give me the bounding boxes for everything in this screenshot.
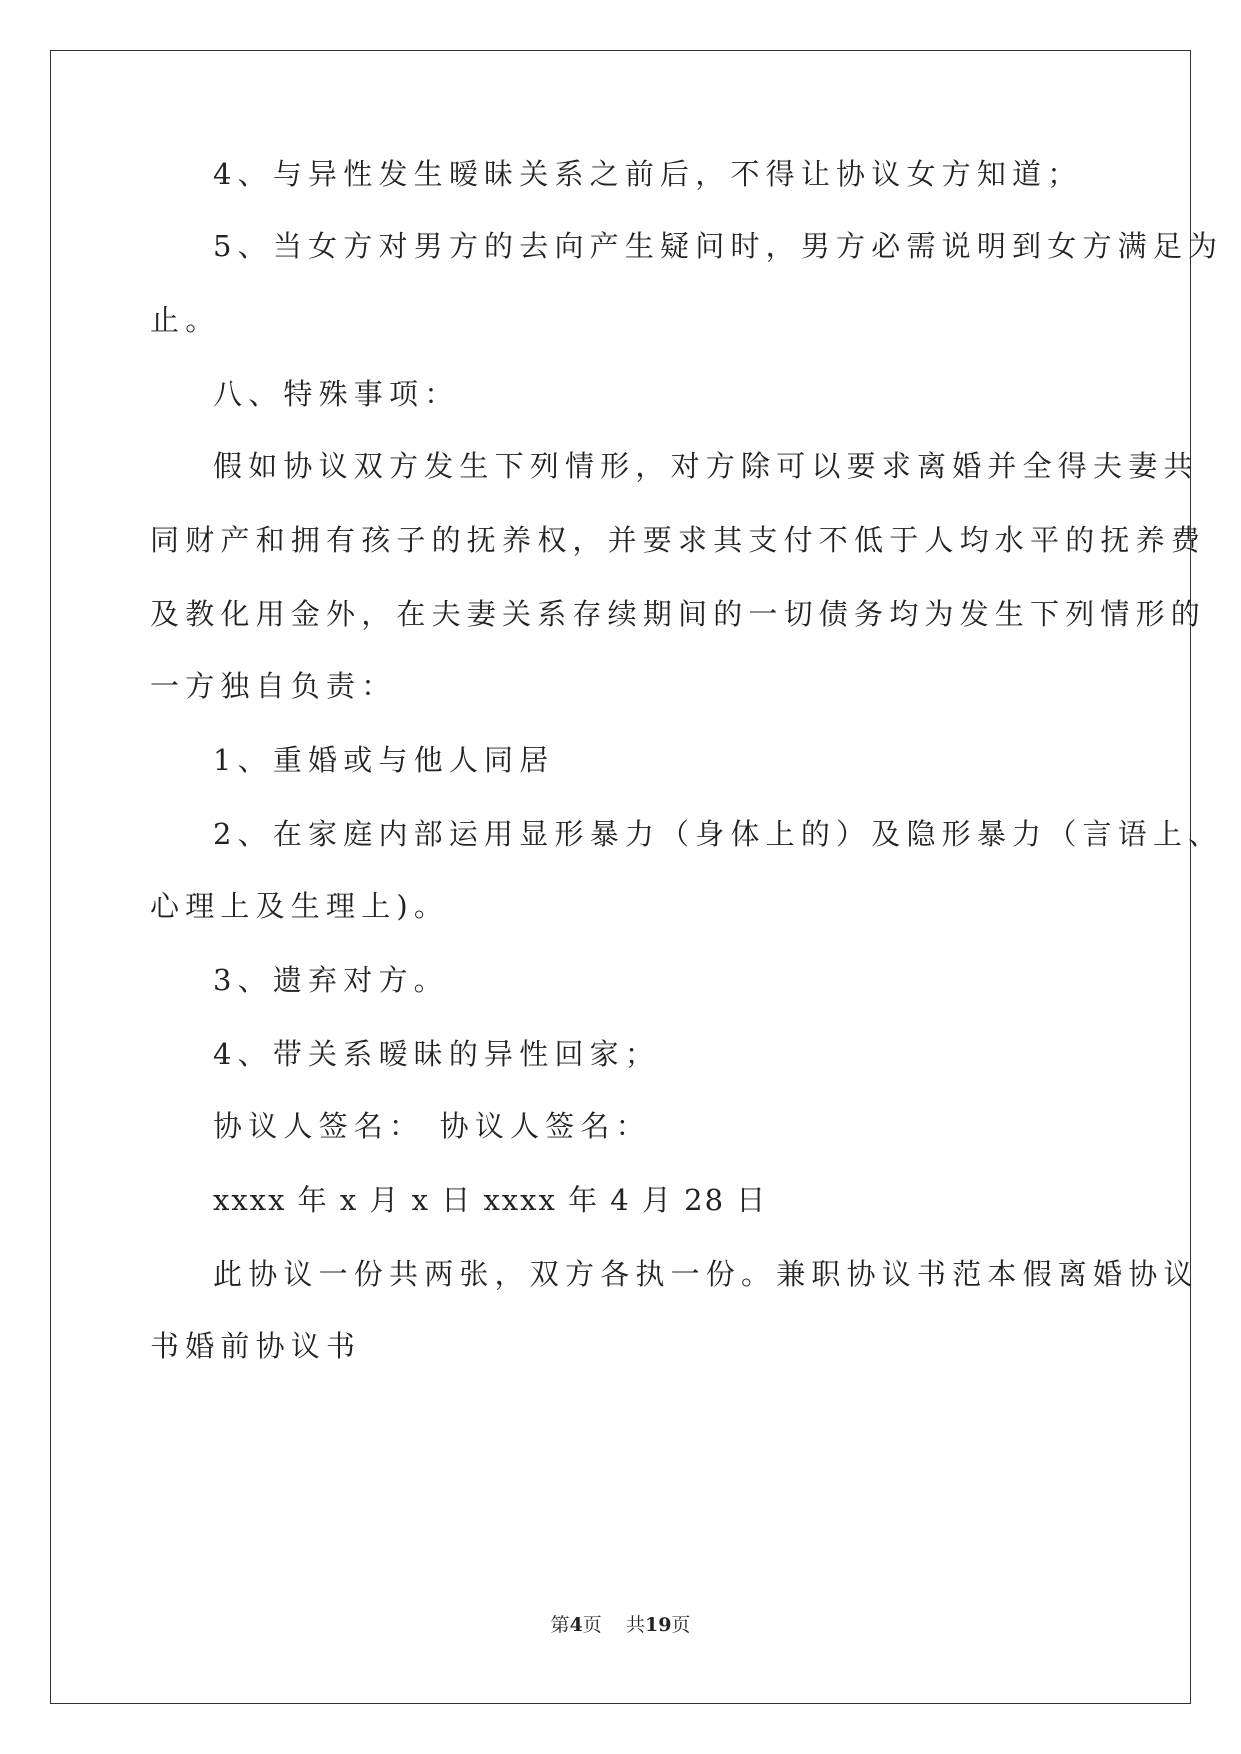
clause-line: 3、遗弃对方。 xyxy=(213,963,449,997)
paragraph-line: 假如协议双方发生下列情形，对方除可以要求离婚并全得夫妻共 xyxy=(213,449,1199,483)
clause-line: 5、当女方对男方的去向产生疑问时，男方必需说明到女方满足为 xyxy=(213,229,1224,263)
clause-line: 心理上及生理上)。 xyxy=(150,889,450,923)
page-footer xyxy=(0,1612,1241,1638)
paragraph-line: 一方独自负责： xyxy=(150,669,397,703)
footer-prefix: 第 xyxy=(550,1614,570,1636)
paragraph-line: 此协议一份共两张，双方各执一份。兼职协议书范本假离婚协议 xyxy=(213,1257,1199,1291)
paragraph-line: 及教化用金外，在夫妻关系存续期间的一切债务均为发生下列情形的 xyxy=(150,597,1207,631)
page-frame xyxy=(50,50,1191,1704)
signature-line: 协议人签名： 协议人签名： xyxy=(213,1109,651,1143)
footer-suffix: 页 xyxy=(671,1614,691,1636)
paragraph-line: 书婚前协议书 xyxy=(150,1329,362,1363)
paragraph-line: 同财产和拥有孩子的抚养权，并要求其支付不低于人均水平的抚养费 xyxy=(150,523,1207,557)
page-total: 19 xyxy=(644,1614,672,1636)
clause-line: 4、带关系暧昧的异性回家； xyxy=(213,1037,661,1071)
page-number: 4 xyxy=(569,1614,583,1636)
clause-line: 止。 xyxy=(150,303,221,337)
footer-middle: 页 共 xyxy=(582,1614,645,1636)
clause-line: 1、重婚或与他人同居 xyxy=(213,743,555,777)
section-heading: 八、特殊事项： xyxy=(213,377,460,411)
clause-line: 2、在家庭内部运用显形暴力（身体上的）及隐形暴力（言语上、 xyxy=(213,817,1224,851)
clause-line: 4、与异性发生暧昧关系之前后，不得让协议女方知道； xyxy=(213,157,1083,191)
date-line: xxxx 年 x 月 x 日 xxxx 年 4 月 28 日 xyxy=(213,1183,768,1217)
